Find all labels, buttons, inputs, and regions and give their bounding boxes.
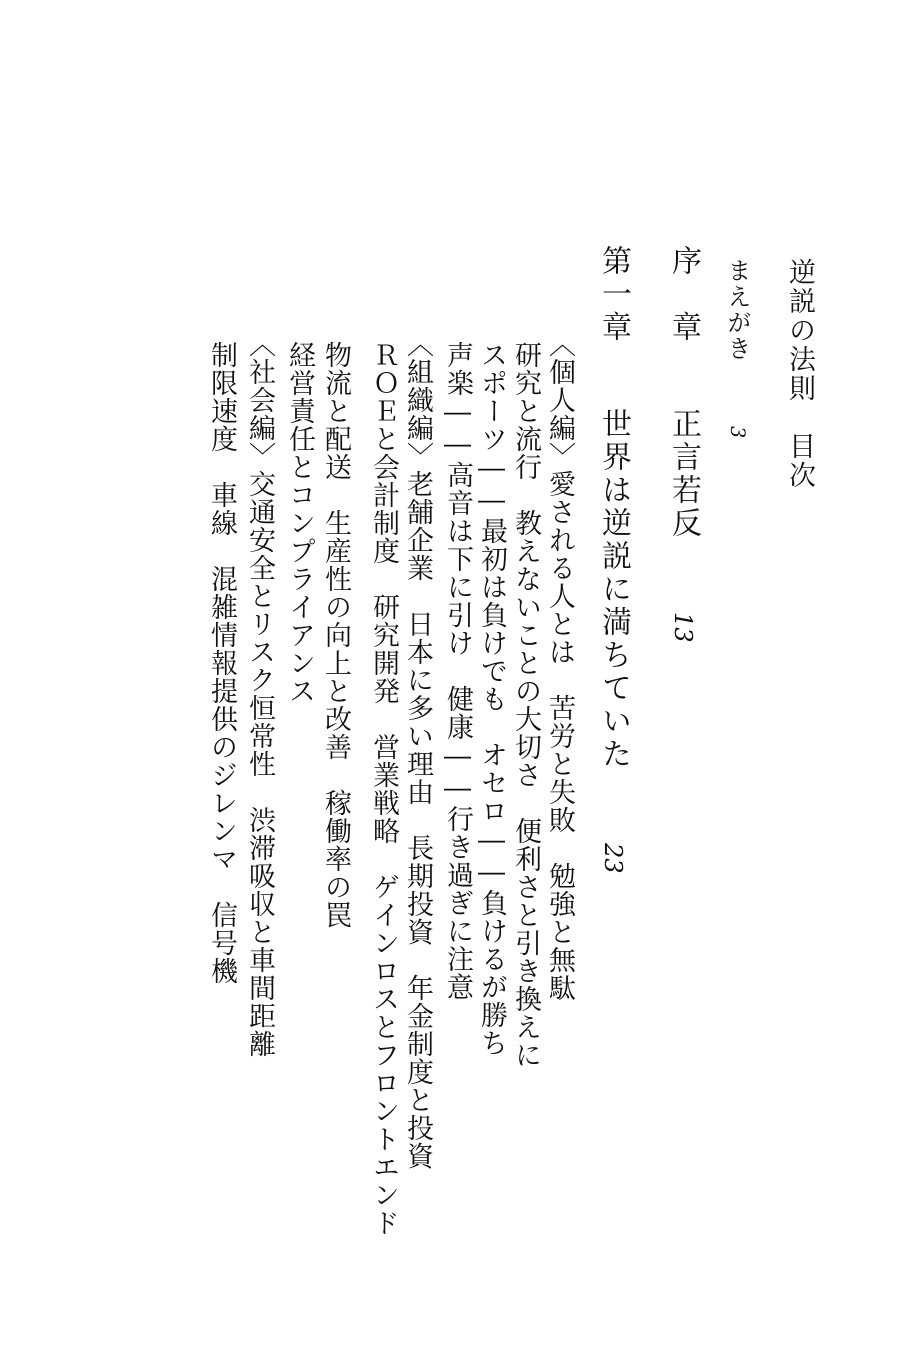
toc-subsection-line: 制限速度 車線 混雑情報提供のジレンマ 信号機 [206, 341, 237, 985]
preface-label: まえがき [723, 258, 751, 362]
toc-subsection-line: 〈個人編〉愛される人とは 苦労と失敗 勉強と無駄 [544, 330, 575, 1002]
book-title: 逆説の法則 目次 [784, 258, 815, 490]
intro-label: 序 章 [666, 245, 701, 344]
toc-entry-intro[interactable] [666, 245, 701, 643]
chapter-1-title: 世界は逆説に満ちていた [596, 408, 631, 771]
toc-entry-chapter-1[interactable] [596, 245, 631, 874]
chapter-1-page-number: 23 [599, 843, 627, 874]
toc-subsection-line: 〈社会編〉交通安全とリスク恒常性 渋滞吸収と車間距離 [244, 330, 275, 1058]
toc-subsection-line: 経営責任とコンプライアンス [284, 341, 315, 705]
toc-subsection-line: 研究と流行 教えないことの大切さ 便利さと引き換えに [510, 341, 541, 1069]
toc-entry-preface[interactable] [725, 258, 749, 438]
preface-page-number: 3 [726, 426, 749, 439]
toc-subsection-line: 〈組織編〉老舗企業 日本に多い理由 長期投資 年金制度と投資 [402, 330, 433, 1170]
chapter-1-label: 第一章 [596, 245, 631, 344]
toc-subsection-line: スポーツ――最初は負けでも オセロ――負けるが勝ち [476, 341, 507, 1057]
intro-title: 正言若反 [666, 408, 701, 540]
toc-subsection-line: 声楽――高音は下に引け 健康――行き過ぎに注意 [442, 341, 473, 1001]
toc-subsection-line: ＲＯＥと会計制度 研究開発 営業戦略 ゲインロスとフロントエンド [368, 341, 399, 1237]
intro-page-number: 13 [669, 612, 697, 643]
toc-subsection-line: 物流と配送 生産性の向上と改善 稼働率の罠 [320, 341, 351, 929]
